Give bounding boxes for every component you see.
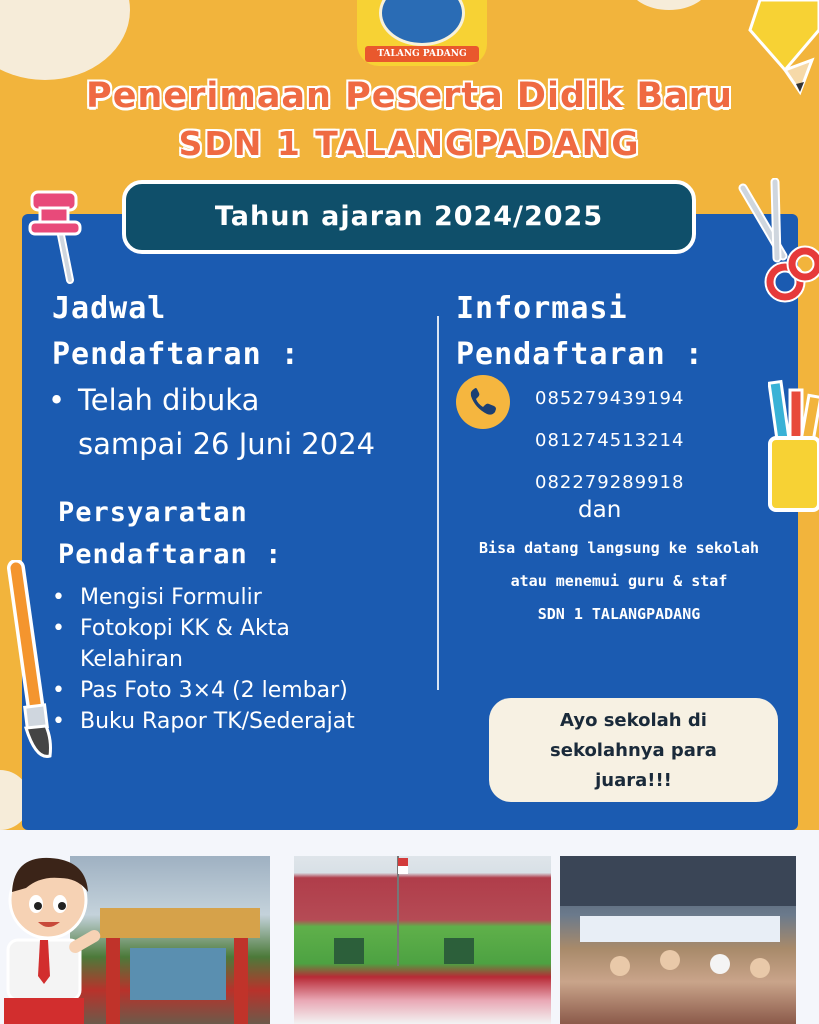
list-item-continuation: Kelahiran [80,647,183,672]
requirements-heading [58,492,282,576]
slogan-line1: Ayo sekolah di [560,710,707,731]
visit-line1: Bisa datang langsung ke sekolah [479,539,759,557]
requirements-heading-line2: Pendaftaran : [58,539,283,570]
schedule-item-line2: sampai 26 Juni 2024 [78,427,376,461]
decorative-blob-top-right [629,0,709,10]
bullet-icon: • [52,709,65,734]
visit-info [440,532,798,631]
logo-ribbon: TALANG PADANG [365,46,479,62]
list-item: • Fotokopi KK & Akta [52,613,355,644]
schedule-item-line1: Telah dibuka [78,383,260,417]
academic-year-box: Tahun ajaran 2024/2025 [122,180,696,254]
student-cartoon-icon [0,848,112,1024]
slogan-line3: juara!!! [595,770,672,791]
visit-line2: atau menemui guru & staf [510,572,728,590]
phone-numbers [535,378,684,504]
requirements-list [52,582,355,737]
list-item: • Mengisi Formulir [52,582,355,613]
info-heading [456,286,704,378]
pushpin-icon [26,186,88,284]
main-title-line2: SDN 1 TALANGPADANG [178,124,641,163]
column-divider [437,316,439,690]
schedule-heading-line2: Pendaftaran : [52,337,300,372]
bullet-icon: • [48,383,66,417]
requirements-heading-line1: Persyaratan [58,497,248,528]
phone-number: 081274513214 [535,430,685,451]
photo-students-group [560,856,796,1024]
school-logo [357,0,487,66]
slogan-box [489,698,778,802]
bullet-icon: • [52,616,65,641]
scissors-icon [735,178,819,304]
pencil-cup-icon [768,378,819,514]
phone-number: 085279439194 [535,388,685,409]
main-title-line1: Penerimaan Peserta Didik Baru [86,76,733,116]
connector-text: dan [578,497,622,523]
logo-emblem [379,0,465,46]
photo-school-building [294,856,551,1024]
list-item: • Buku Rapor TK/Sederajat [52,706,355,737]
decorative-blob-top-left [0,0,130,80]
list-item: • Pas Foto 3×4 (2 lembar) [52,675,355,706]
visit-line3: SDN 1 TALANGPADANG [537,605,701,623]
phone-number: 082279289918 [535,472,685,493]
slogan-line2: sekolahnya para [550,740,717,761]
bullet-icon: • [52,585,65,610]
schedule-heading-line1: Jadwal [52,291,167,326]
info-heading-line2: Pendaftaran : [456,337,704,372]
info-heading-line1: Informasi [456,291,628,326]
schedule-heading [52,286,300,378]
bullet-icon: • [52,678,65,703]
phone-icon [456,375,510,429]
